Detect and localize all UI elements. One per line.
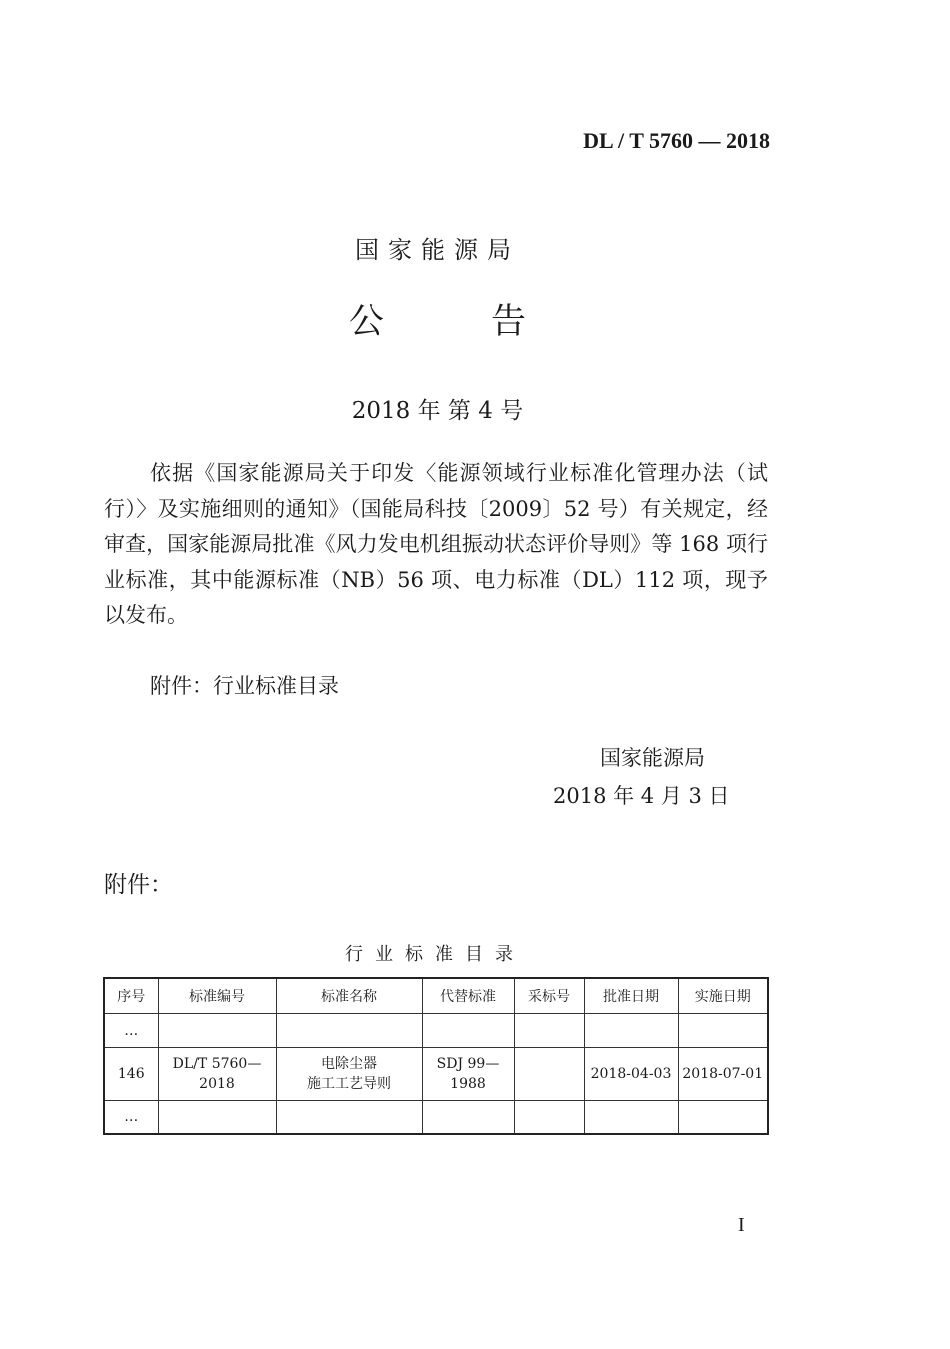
table-cell: [584, 1014, 678, 1048]
standards-table: [103, 977, 769, 1135]
signature-date: 2018 年 4 月 3 日: [553, 784, 730, 808]
table-cell: [158, 1014, 276, 1048]
attachment-reference: 附件：行业标准目录: [150, 674, 339, 698]
col-header: 标准名称: [276, 978, 422, 1014]
table-row: [104, 1048, 768, 1101]
table-cell: [276, 1101, 422, 1135]
table-cell: [514, 1014, 584, 1048]
table-cell: …: [104, 1014, 158, 1048]
col-header: 采标号: [514, 978, 584, 1014]
col-header: 标准编号: [158, 978, 276, 1014]
agency-name: 国家能源局: [355, 236, 520, 264]
table-cell: 2018-04-03: [584, 1048, 678, 1101]
table-cell: 电除尘器 施工工艺导则: [276, 1048, 422, 1101]
table-cell: 2018-07-01: [678, 1048, 768, 1101]
table-cell: [276, 1014, 422, 1048]
signature-organization: 国家能源局: [600, 746, 705, 770]
page-number: I: [738, 1214, 745, 1236]
table-cell: [514, 1048, 584, 1101]
table-cell: …: [104, 1101, 158, 1135]
table-header-row: [104, 978, 768, 1014]
col-header: 实施日期: [678, 978, 768, 1014]
table-cell: [678, 1101, 768, 1135]
issue-number: 2018 年 第 4 号: [351, 398, 524, 424]
table-cell: [678, 1014, 768, 1048]
col-header: 代替标准: [422, 978, 514, 1014]
table-cell: [422, 1101, 514, 1135]
table-cell: [158, 1101, 276, 1135]
table-row: [104, 1014, 768, 1048]
attachment-heading: 附件：: [104, 872, 173, 898]
standard-code: DL / T 5760 — 2018: [583, 128, 770, 153]
table-cell: DL/T 5760— 2018: [158, 1048, 276, 1101]
table-cell: SDJ 99— 1988: [422, 1048, 514, 1101]
table-cell: 146: [104, 1048, 158, 1101]
col-header: 序号: [104, 978, 158, 1014]
notice-body: 依据《国家能源局关于印发〈能源领域行业标准化管理办法（试行）〉及实施细则的通知》（国能局科技〔2009〕52 号）有关规定，经审查，国家能源局批准《风力发电机组振动状态评价导则》等 168 项行业标准，其中能源标准（NB）56 项、电力标准（DL）112 项，现予以发布。: [104, 461, 768, 627]
table-title: 行业标准目录: [345, 944, 525, 965]
table-cell: [584, 1101, 678, 1135]
table-cell: [514, 1101, 584, 1135]
col-header: 批准日期: [584, 978, 678, 1014]
notice-heading: 公 告: [348, 302, 575, 342]
table-row: [104, 1101, 768, 1135]
table-cell: [422, 1014, 514, 1048]
